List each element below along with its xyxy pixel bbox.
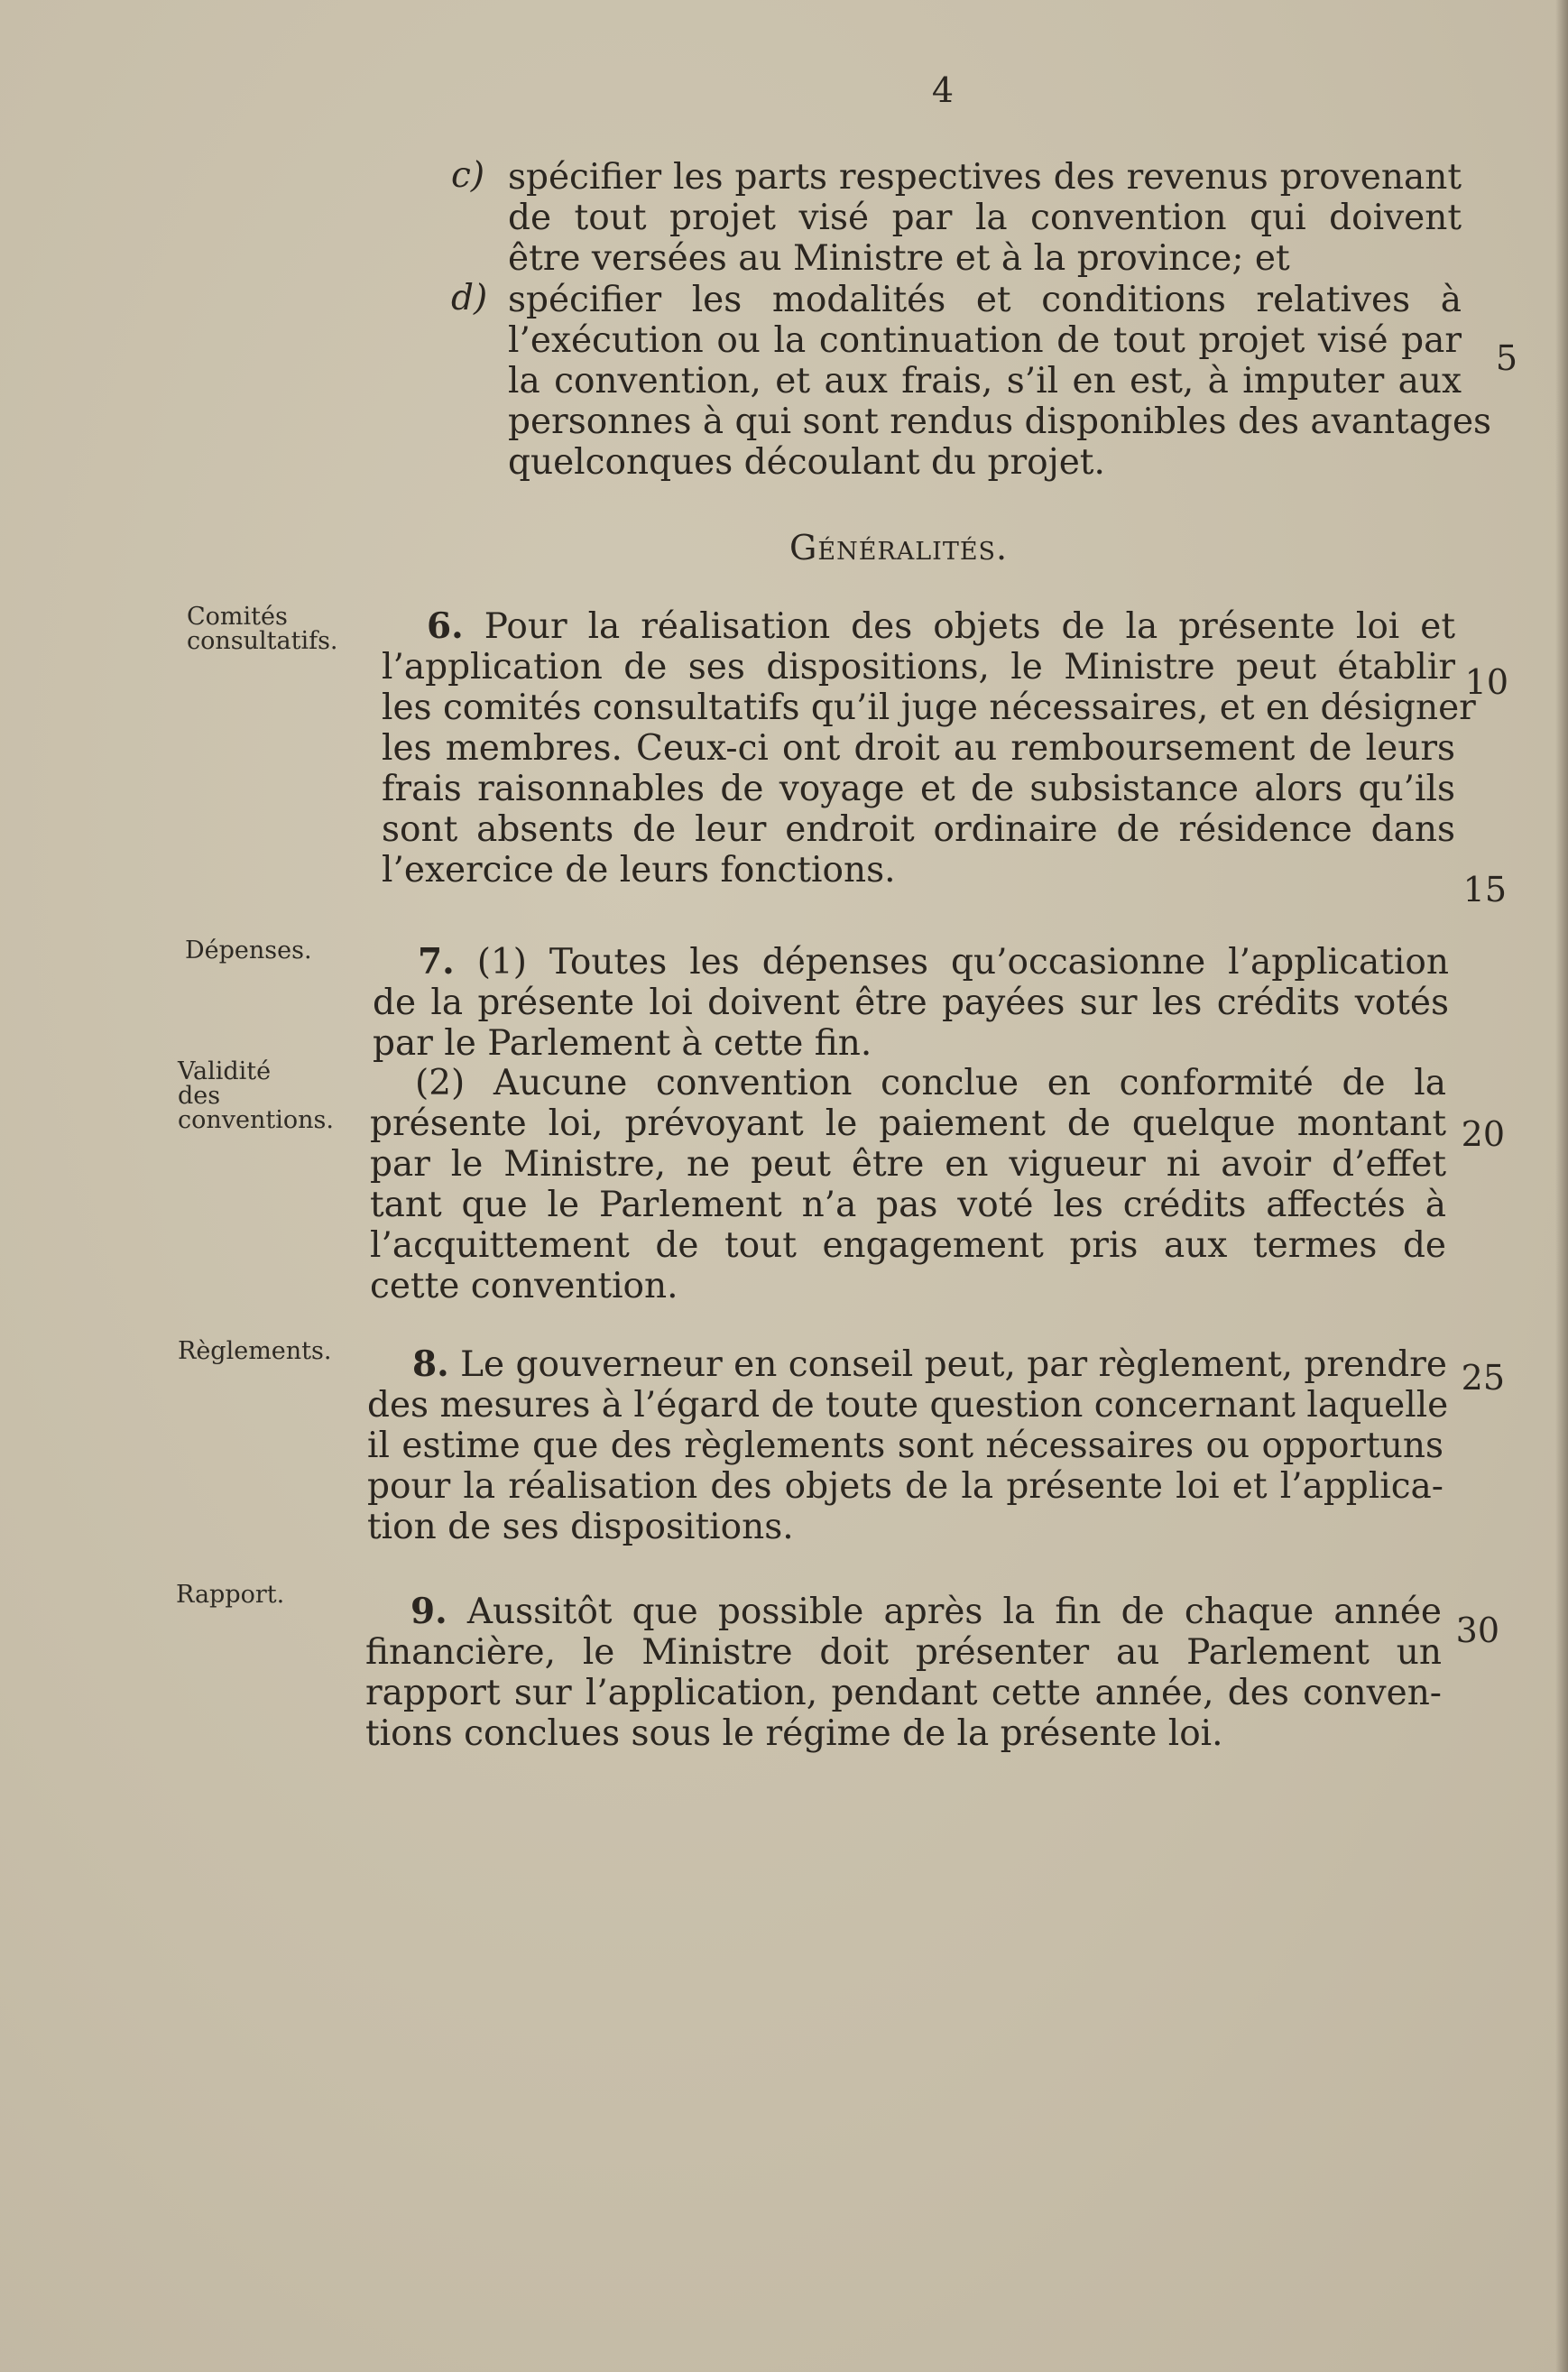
- margin-note-line: des: [178, 1082, 221, 1110]
- item-c-text: [508, 157, 1462, 279]
- page-number: 4: [931, 70, 955, 110]
- margin-note-reglements: [178, 1339, 331, 1363]
- margin-note-line: Validité: [178, 1057, 272, 1085]
- section-6-text: [382, 605, 1476, 891]
- item-letter-c: c): [451, 155, 485, 196]
- text-line: rapport sur l’application, pendant cette année, des conven-: [365, 1673, 1442, 1713]
- text-line: l’exécution ou la continuation de tout projet visé par: [508, 320, 1462, 361]
- section-number: 7.: [418, 941, 455, 983]
- line-number-5: 5: [1495, 338, 1517, 378]
- section-number: 8.: [412, 1343, 449, 1385]
- margin-note-rapport: [176, 1583, 284, 1607]
- text-line: présente loi, prévoyant le paiement de quelque montant: [370, 1103, 1446, 1144]
- margin-note-line: conventions.: [178, 1106, 334, 1134]
- section-8-text: [367, 1343, 1449, 1547]
- section-number: 9.: [410, 1591, 447, 1632]
- text-line: les comités consultatifs qu’il juge nécessaires, et en désigner: [382, 688, 1476, 728]
- line-number-30: 30: [1455, 1611, 1499, 1650]
- section-7-2-text: [370, 1063, 1446, 1306]
- margin-note-depenses: [185, 938, 312, 963]
- margin-note-line: Rapport.: [176, 1581, 285, 1609]
- section-9-text: [365, 1592, 1442, 1754]
- section-number: 6.: [427, 605, 464, 647]
- text-line: tion de ses dispositions.: [367, 1507, 794, 1547]
- text-line: pour la réalisation des objets de la présente loi et l’applica-: [367, 1466, 1443, 1507]
- text-line: [373, 942, 1449, 983]
- text-line: des mesures à l’égard de toute question concernant laquelle: [367, 1385, 1449, 1426]
- margin-note-comites: [187, 605, 338, 653]
- text-line: par le Ministre, ne peut être en vigueur ni avoir d’effet: [370, 1144, 1446, 1185]
- text-line: les membres. Ceux-ci ont droit au remboursement de leurs: [382, 728, 1455, 769]
- text-line: tant que le Parlement n’a pas voté les crédits affectés à: [370, 1185, 1446, 1225]
- text-line: tions conclues sous le régime de la présente loi.: [365, 1713, 1223, 1754]
- text-line: de la présente loi doivent être payées sur les crédits votés: [373, 983, 1449, 1023]
- text-line: de tout projet visé par la convention qui doivent: [508, 198, 1462, 238]
- line-number-10: 10: [1464, 662, 1508, 702]
- text-line: la convention, et aux frais, s’il en est, à imputer aux: [508, 361, 1462, 401]
- text-line: (2) Aucune convention conclue en conformité de la: [415, 1063, 1446, 1103]
- text-line: par le Parlement à cette fin.: [373, 1023, 872, 1064]
- margin-note-validite: [178, 1059, 334, 1132]
- section-7-1-text: [373, 942, 1449, 1064]
- item-letter-d: d): [451, 278, 488, 318]
- text-line: [382, 606, 1455, 647]
- text-line: [365, 1592, 1442, 1632]
- margin-note-line: Dépenses.: [185, 937, 312, 964]
- text-line: quelconques découlant du projet.: [508, 442, 1105, 483]
- text-line: être versées au Ministre et à la province; et: [508, 238, 1290, 279]
- text-line: personnes à qui sont rendus disponibles des avantages: [508, 401, 1492, 442]
- item-d-text: [508, 280, 1492, 483]
- line-number-20: 20: [1461, 1114, 1505, 1154]
- page-edge-shadow: [1555, 0, 1568, 2372]
- line-number-15: 15: [1462, 870, 1507, 909]
- text-fragment: (1) Toutes les dépenses qu’occasionne l’application: [476, 942, 1449, 983]
- text-line: il estime que des règlements sont nécessaires ou opportuns: [367, 1426, 1443, 1466]
- text-line: spécifier les modalités et conditions relatives à: [508, 280, 1462, 320]
- margin-note-line: consultatifs.: [187, 627, 338, 655]
- margin-note-line: Règlements.: [178, 1337, 332, 1365]
- text-line: cette convention.: [370, 1266, 678, 1306]
- text-line: [367, 1343, 1447, 1385]
- section-heading: Généralités.: [789, 528, 1009, 568]
- line-number-25: 25: [1461, 1358, 1505, 1398]
- text-line: spécifier les parts respectives des revenus provenant: [508, 157, 1462, 198]
- margin-note-line: Comités: [187, 603, 288, 631]
- text-fragment: Le gouverneur en conseil peut, par règlement, prendre: [460, 1344, 1447, 1385]
- text-line: l’application de ses dispositions, le Ministre peut établir: [382, 647, 1455, 688]
- text-line: sont absents de leur endroit ordinaire de résidence dans: [382, 809, 1455, 850]
- text-fragment: Aussitôt que possible après la fin de chaque année: [466, 1592, 1442, 1632]
- text-line: financière, le Ministre doit présenter au Parlement un: [365, 1632, 1442, 1673]
- text-line: l’exercice de leurs fonctions.: [382, 850, 896, 891]
- text-line: l’acquittement de tout engagement pris aux termes de: [370, 1225, 1446, 1266]
- text-fragment: Pour la réalisation des objets de la présente loi et: [484, 606, 1455, 647]
- text-line: frais raisonnables de voyage et de subsistance alors qu’ils: [382, 769, 1455, 809]
